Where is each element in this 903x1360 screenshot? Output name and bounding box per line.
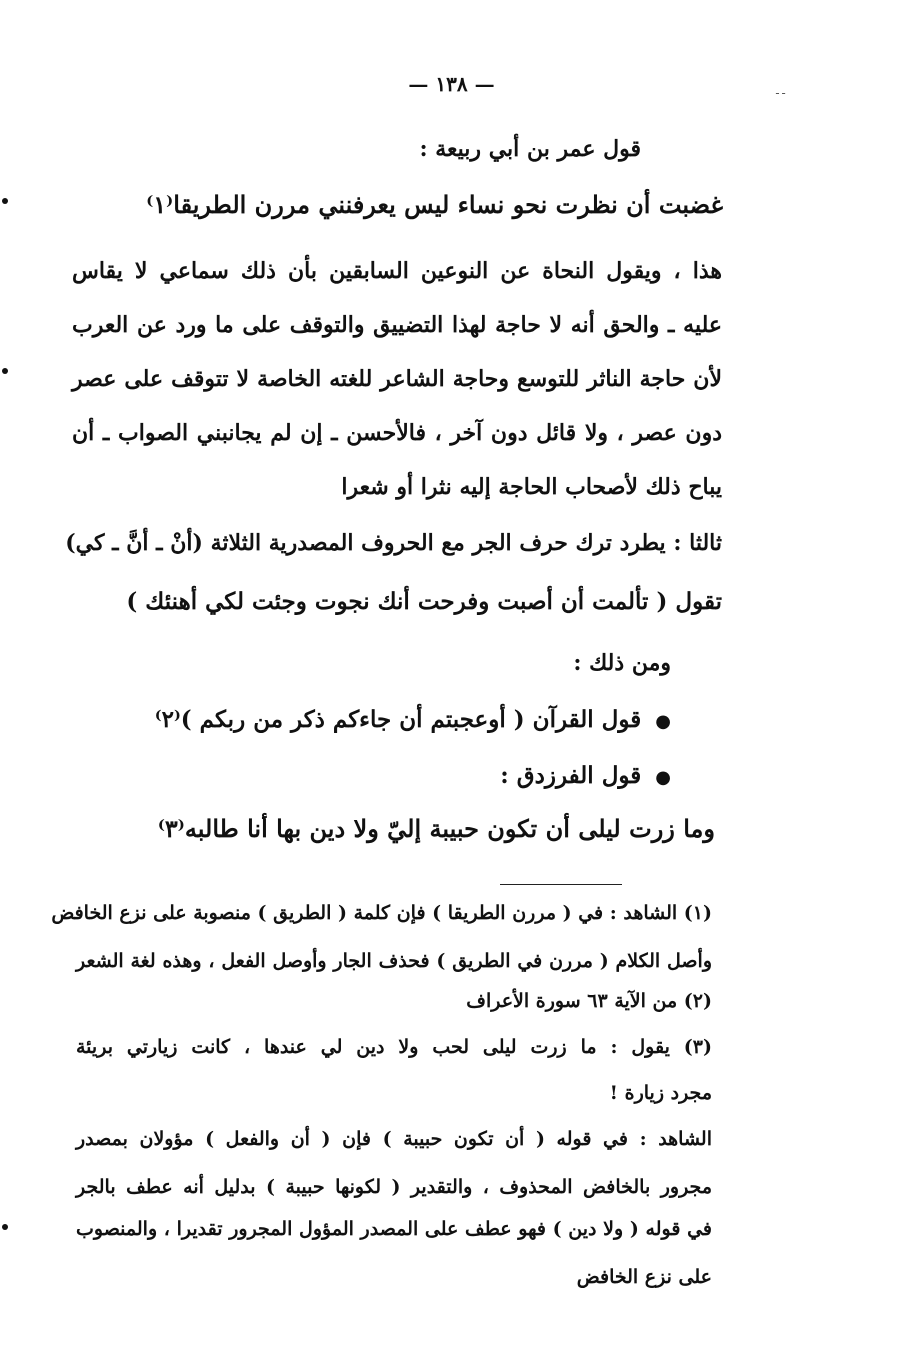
margin-mark bbox=[2, 198, 8, 204]
from-that: ومن ذلك : bbox=[573, 650, 671, 676]
witness-line-3: في قوله ( ولا دين ) فهو عطف على المصدر المؤول المجرور تقديرا ، والمنصوب bbox=[76, 1218, 712, 1240]
paragraph-line-5: يباح ذلك لأصحاب الحاجة إليه نثرا أو شعرا bbox=[341, 474, 722, 500]
paragraph-line-2: عليه ـ والحق أنه لا حاجة لهذا التضييق والتوقف على ما ورد عن العرب bbox=[72, 312, 722, 338]
footnote-3-line-1: (٣) يقول : ما زرت ليلى لحب ولا دين لي عندها ، كانت زيارتي بريئة bbox=[76, 1036, 712, 1058]
verse-2: وما زرت ليلى أن تكون حبيبة إليّ ولا دين بها أنا طالبه⁽٣⁾ bbox=[157, 814, 715, 843]
footnote-3-line-2: مجرد زيارة ! bbox=[609, 1082, 712, 1104]
witness-line-4: على نزع الخافض bbox=[576, 1266, 712, 1288]
paragraph-line-4: دون عصر ، ولا قائل دون آخر ، فالأحسن ـ إن لم يجانبني الصواب ـ أن bbox=[72, 420, 722, 446]
footnote-separator bbox=[500, 884, 622, 885]
verse-1: غضبت أن نظرت نحو نساء ليس يعرفنني مررن الطريقا⁽١⁾ bbox=[146, 190, 723, 219]
bullet-icon: ● bbox=[655, 767, 671, 788]
bullet-text-2: قول الفرزدق : bbox=[500, 762, 642, 789]
footnote-1-line-2: وأصل الكلام ( مررن في الطريق ) فحذف الجار وأوصل الفعل ، وهذه لغة الشعر bbox=[76, 950, 712, 972]
paragraph-line-1: هذا ، ويقول النحاة عن النوعين السابقين بأن ذلك سماعي لا يقاس bbox=[72, 258, 722, 284]
witness-line-1: الشاهد : في قوله ( أن تكون حبيبة ) فإن ( أن والفعل ) مؤولان بمصدر bbox=[76, 1128, 712, 1150]
bullet-text-1: قول القرآن ( أوعجبتم أن جاءكم ذكر من ربكم )⁽٢⁾ bbox=[154, 706, 642, 733]
margin-mark bbox=[2, 1224, 8, 1230]
witness-line-2: مجرور بالخافض المحذوف ، والتقدير ( لكونها حبيبة ) بدليل أنه عطف بالجر bbox=[76, 1176, 712, 1198]
intro-line: قول عمر بن أبي ربيعة : bbox=[419, 136, 641, 162]
footnote-2: (٢) من الآية ٦٣ سورة الأعراف bbox=[466, 990, 712, 1012]
margin-mark bbox=[2, 368, 8, 374]
page-number: — ١٣٨ — bbox=[408, 72, 495, 96]
thirdly-line: ثالثا : يطرد ترك حرف الجر مع الحروف المصدرية الثلاثة (أنْ ـ أنَّ ـ كي) bbox=[65, 530, 722, 556]
bullet-item-1 bbox=[155, 706, 671, 733]
examples-line: تقول ( تألمت أن أصبت وفرحت أنك نجوت وجئت لكي أهنئك ) bbox=[126, 588, 722, 615]
paragraph-line-3: لأن حاجة الناثر للتوسع وحاجة الشاعر للغته الخاصة لا تتوقف على عصر bbox=[72, 366, 722, 392]
footnote-1-line-1: (١) الشاهد : في ( مررن الطريقا ) فإن كلمة ( الطريق ) منصوبة على نزع الخافض bbox=[51, 902, 712, 924]
bullet-icon: ● bbox=[655, 711, 671, 732]
bullet-item-2 bbox=[500, 762, 671, 789]
corner-mark: ـ ـ bbox=[776, 86, 786, 97]
